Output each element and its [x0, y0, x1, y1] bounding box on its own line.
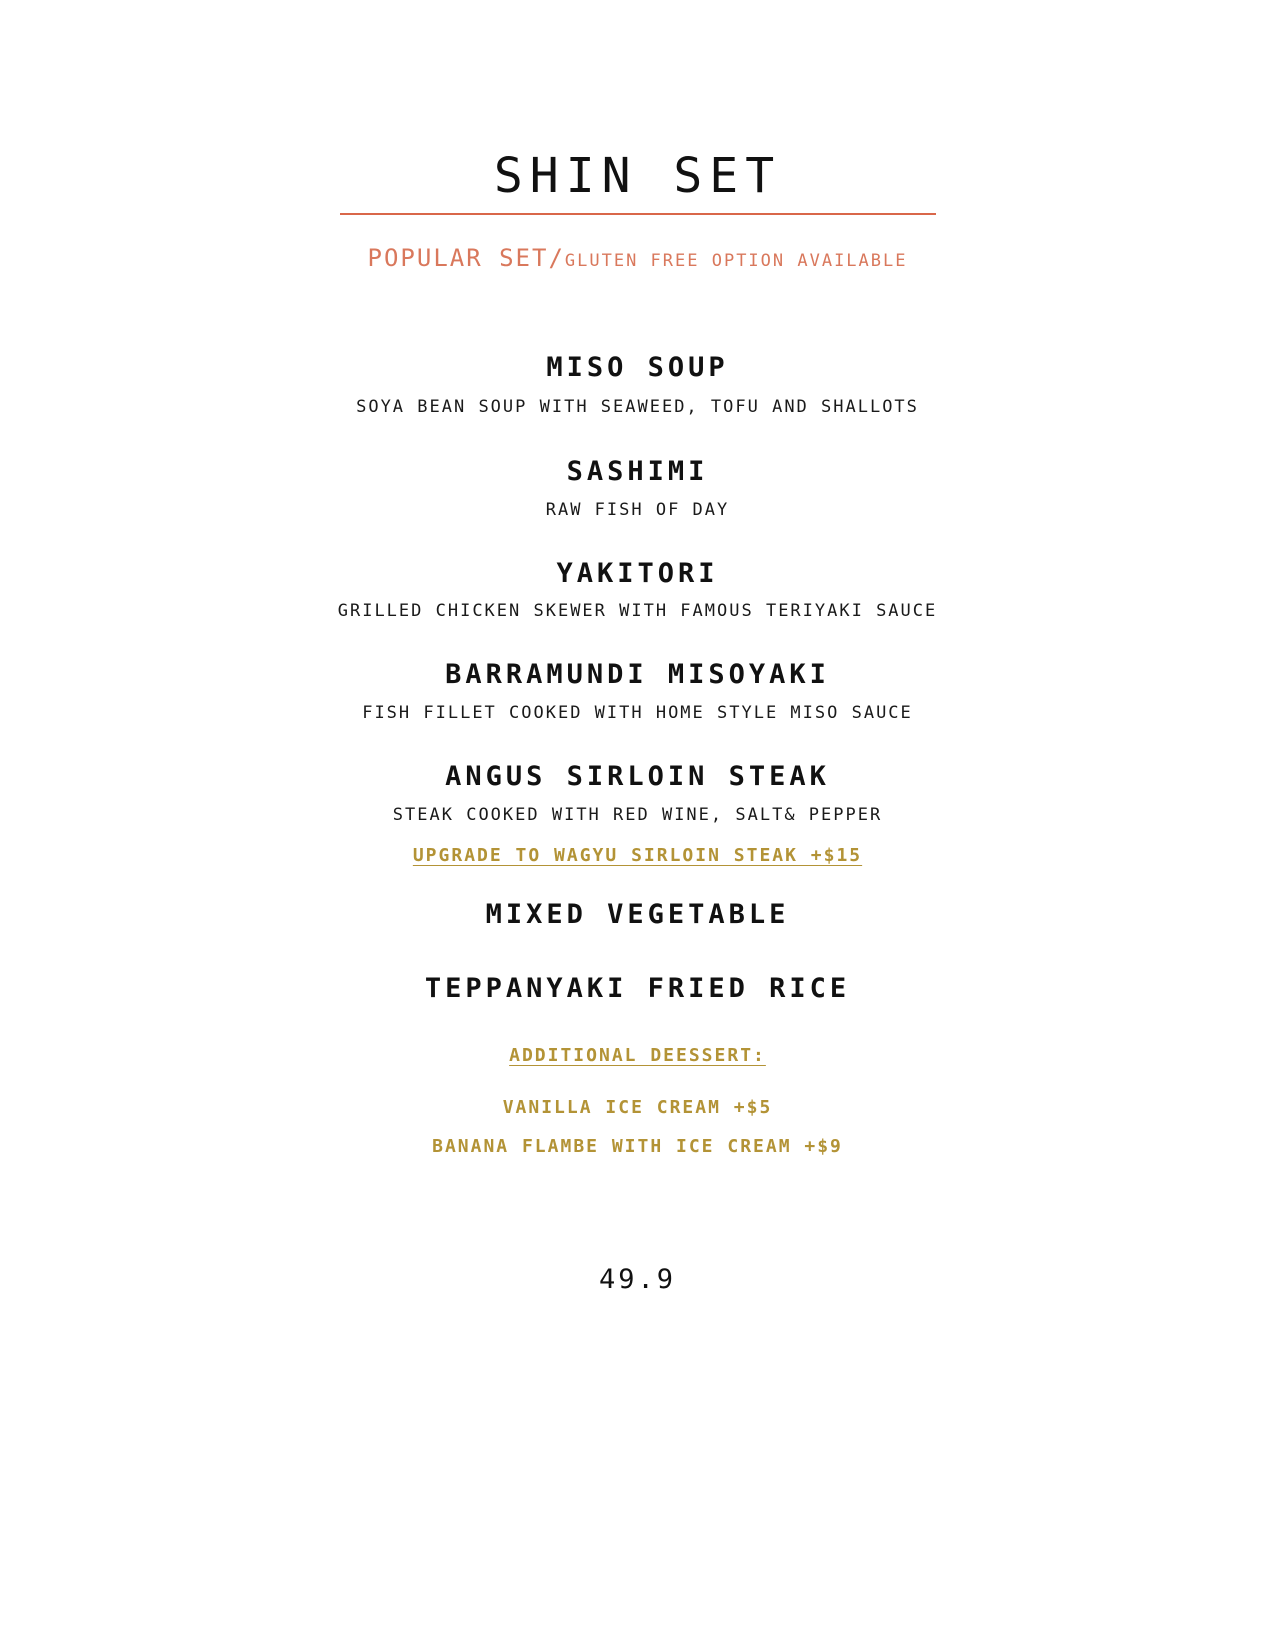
dish-description-yakitori: GRILLED CHICKEN SKEWER WITH FAMOUS TERIYAKI SAUCE	[337, 601, 938, 621]
dish-description-sashimi: RAW FISH OF DAY	[545, 500, 730, 520]
dish-name-miso-soup: MISO SOUP	[546, 352, 729, 383]
dish-name-barramundi: BARRAMUNDI MISOYAKI	[445, 659, 830, 690]
set-price: 49.9	[598, 1264, 677, 1295]
dish-name-yakitori: YAKITORI	[556, 558, 719, 589]
dish-name-sashimi: SASHIMI	[566, 456, 709, 487]
dish-description-angus-steak: STEAK COOKED WITH RED WINE, SALT& PEPPER	[392, 805, 883, 825]
subtitle-main: POPULAR SET/	[367, 244, 565, 272]
dessert-item-vanilla: VANILLA ICE CREAM +$5	[502, 1097, 773, 1118]
menu-subtitle	[0, 244, 1275, 272]
title-divider	[340, 213, 936, 215]
dessert-item-banana-flambe: BANANA FLAMBE WITH ICE CREAM +$9	[432, 1136, 843, 1157]
menu-title: SHIN SET	[493, 148, 782, 204]
dish-name-angus-steak: ANGUS SIRLOIN STEAK	[445, 761, 830, 792]
dish-name-fried-rice: TEPPANYAKI FRIED RICE	[424, 973, 851, 1004]
wagyu-upgrade-link: UPGRADE TO WAGYU SIRLOIN STEAK +$15	[412, 845, 863, 866]
subtitle-note: GLUTEN FREE OPTION AVAILABLE	[564, 251, 908, 271]
dish-description-barramundi: FISH FILLET COOKED WITH HOME STYLE MISO SAUCE	[362, 703, 913, 723]
dessert-heading: ADDITIONAL DEESSERT:	[509, 1045, 766, 1066]
dish-name-mixed-vegetable: MIXED VEGETABLE	[485, 899, 790, 930]
dish-description-miso-soup: SOYA BEAN SOUP WITH SEAWEED, TOFU AND SHALLOTS	[356, 397, 919, 417]
